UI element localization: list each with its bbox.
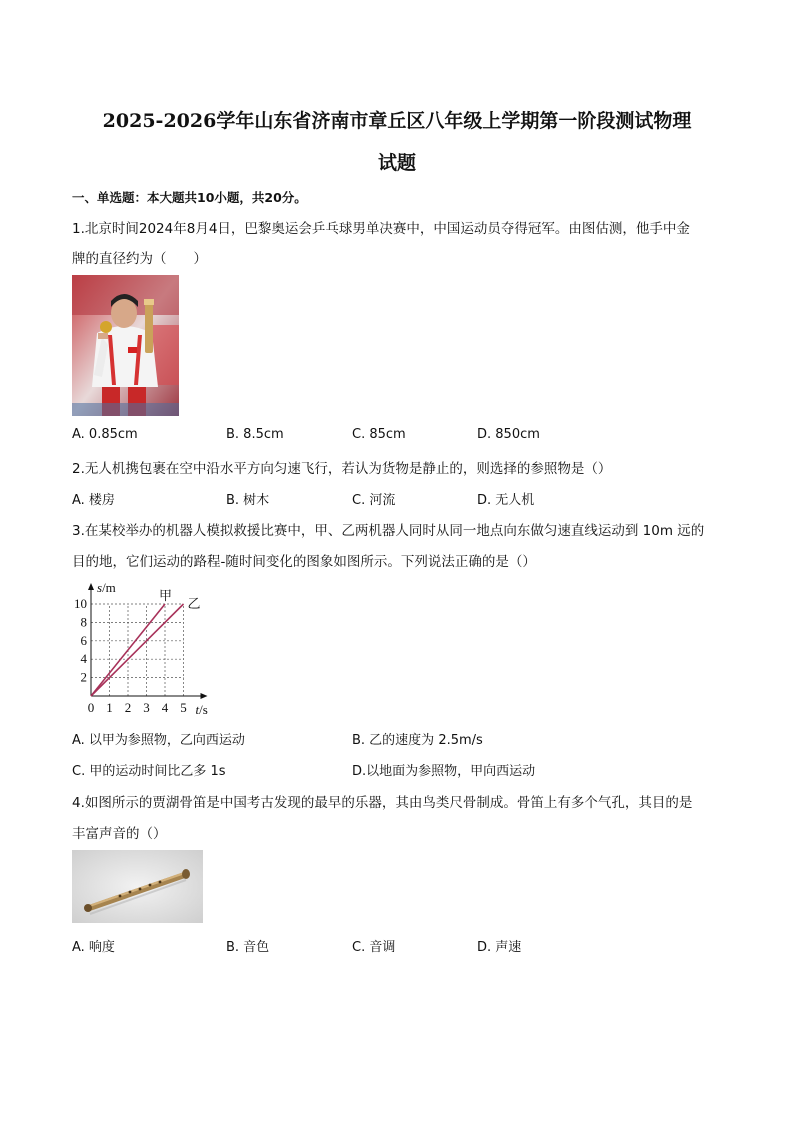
q2-option-b[interactable]: B. 树木 [226,493,270,508]
x-axis-arrow [201,693,208,699]
y-tick-label: 2 [80,669,87,685]
q1-option-b[interactable]: B. 8.5cm [226,427,284,442]
x-tick-label: 0 [87,700,95,715]
exam-title-line2: 试题 [377,152,416,174]
series-label-jia: 甲 [159,588,173,603]
q1-stem-line1: 1.北京时间2024年8月4日，巴黎奥运会乒乓球男单决赛中，中国运动员夺得冠军。由图估测，他手中金 [72,221,690,237]
x-tick-label: 5 [180,700,187,715]
x-tick-label: 4 [161,700,169,715]
q4-stem-line2: 丰富声音的（） [72,826,167,842]
q1-stem-line2: 牌的直径约为（ ） [72,251,207,267]
y-tick-label: 4 [80,651,87,667]
q1-option-a[interactable]: A. 0.85cm [72,427,138,442]
q4-stem-line1: 4.如图所示的贾湖骨笛是中国考古发现的最早的乐器，其由鸟类尺骨制成。骨笛上有多个气孔，其目的是 [72,795,693,811]
q3-option-c[interactable]: C. 甲的运动时间比乙多 1s [72,764,226,779]
q3-option-b[interactable]: B. 乙的速度为 2.5m/s [352,733,483,748]
q4-option-a[interactable]: A. 响度 [72,940,115,955]
chart-series [91,604,184,696]
x-axis-label: t/s [195,702,208,717]
y-axis-label: s/m [97,580,116,595]
q4-option-d[interactable]: D. 声速 [477,940,522,955]
q1-option-d[interactable]: D. 850cm [477,427,540,442]
exam-title-line1: 2025-2026学年山东省济南市章丘区八年级上学期第一阶段测试物理 [102,110,692,132]
distance-time-chart [66,573,226,723]
q2-stem: 2.无人机携包裹在空中沿水平方向匀速飞行，若认为货物是静止的，则选择的参照物是（） [72,461,612,477]
q1-option-c[interactable]: C. 85cm [352,427,406,442]
x-tick-label: 3 [143,700,150,715]
bone-flute-photo [72,850,203,923]
q4-option-b[interactable]: B. 音色 [226,940,270,955]
x-tick-label: 1 [106,700,113,715]
q3-stem-line1: 3.在某校举办的机器人模拟救援比赛中，甲、乙两机器人同时从同一地点向东做匀速直线运动到 10m 远的 [72,523,705,539]
q3-option-d[interactable]: D.以地面为参照物，甲向西运动 [352,764,536,779]
q2-option-c[interactable]: C. 河流 [352,493,396,508]
series-label-yi: 乙 [187,596,201,611]
q3-stem-line2: 目的地，它们运动的路程-随时间变化的图象如图所示。下列说法正确的是（） [72,554,536,570]
q2-option-d[interactable]: D. 无人机 [477,493,535,508]
q3-option-a[interactable]: A. 以甲为参照物，乙向西运动 [72,733,245,748]
athlete-photo [72,275,179,416]
section-heading: 一、单选题：本大题共10小题，共20分。 [72,190,307,205]
y-tick-label: 10 [74,596,87,611]
series-line-yi [91,604,184,696]
x-tick-label: 2 [124,700,132,715]
q4-option-c[interactable]: C. 音调 [352,940,396,955]
y-tick-label: 6 [80,632,87,648]
y-axis-arrow [88,583,94,590]
q2-option-a[interactable]: A. 楼房 [72,493,115,508]
y-tick-label: 8 [80,614,87,630]
